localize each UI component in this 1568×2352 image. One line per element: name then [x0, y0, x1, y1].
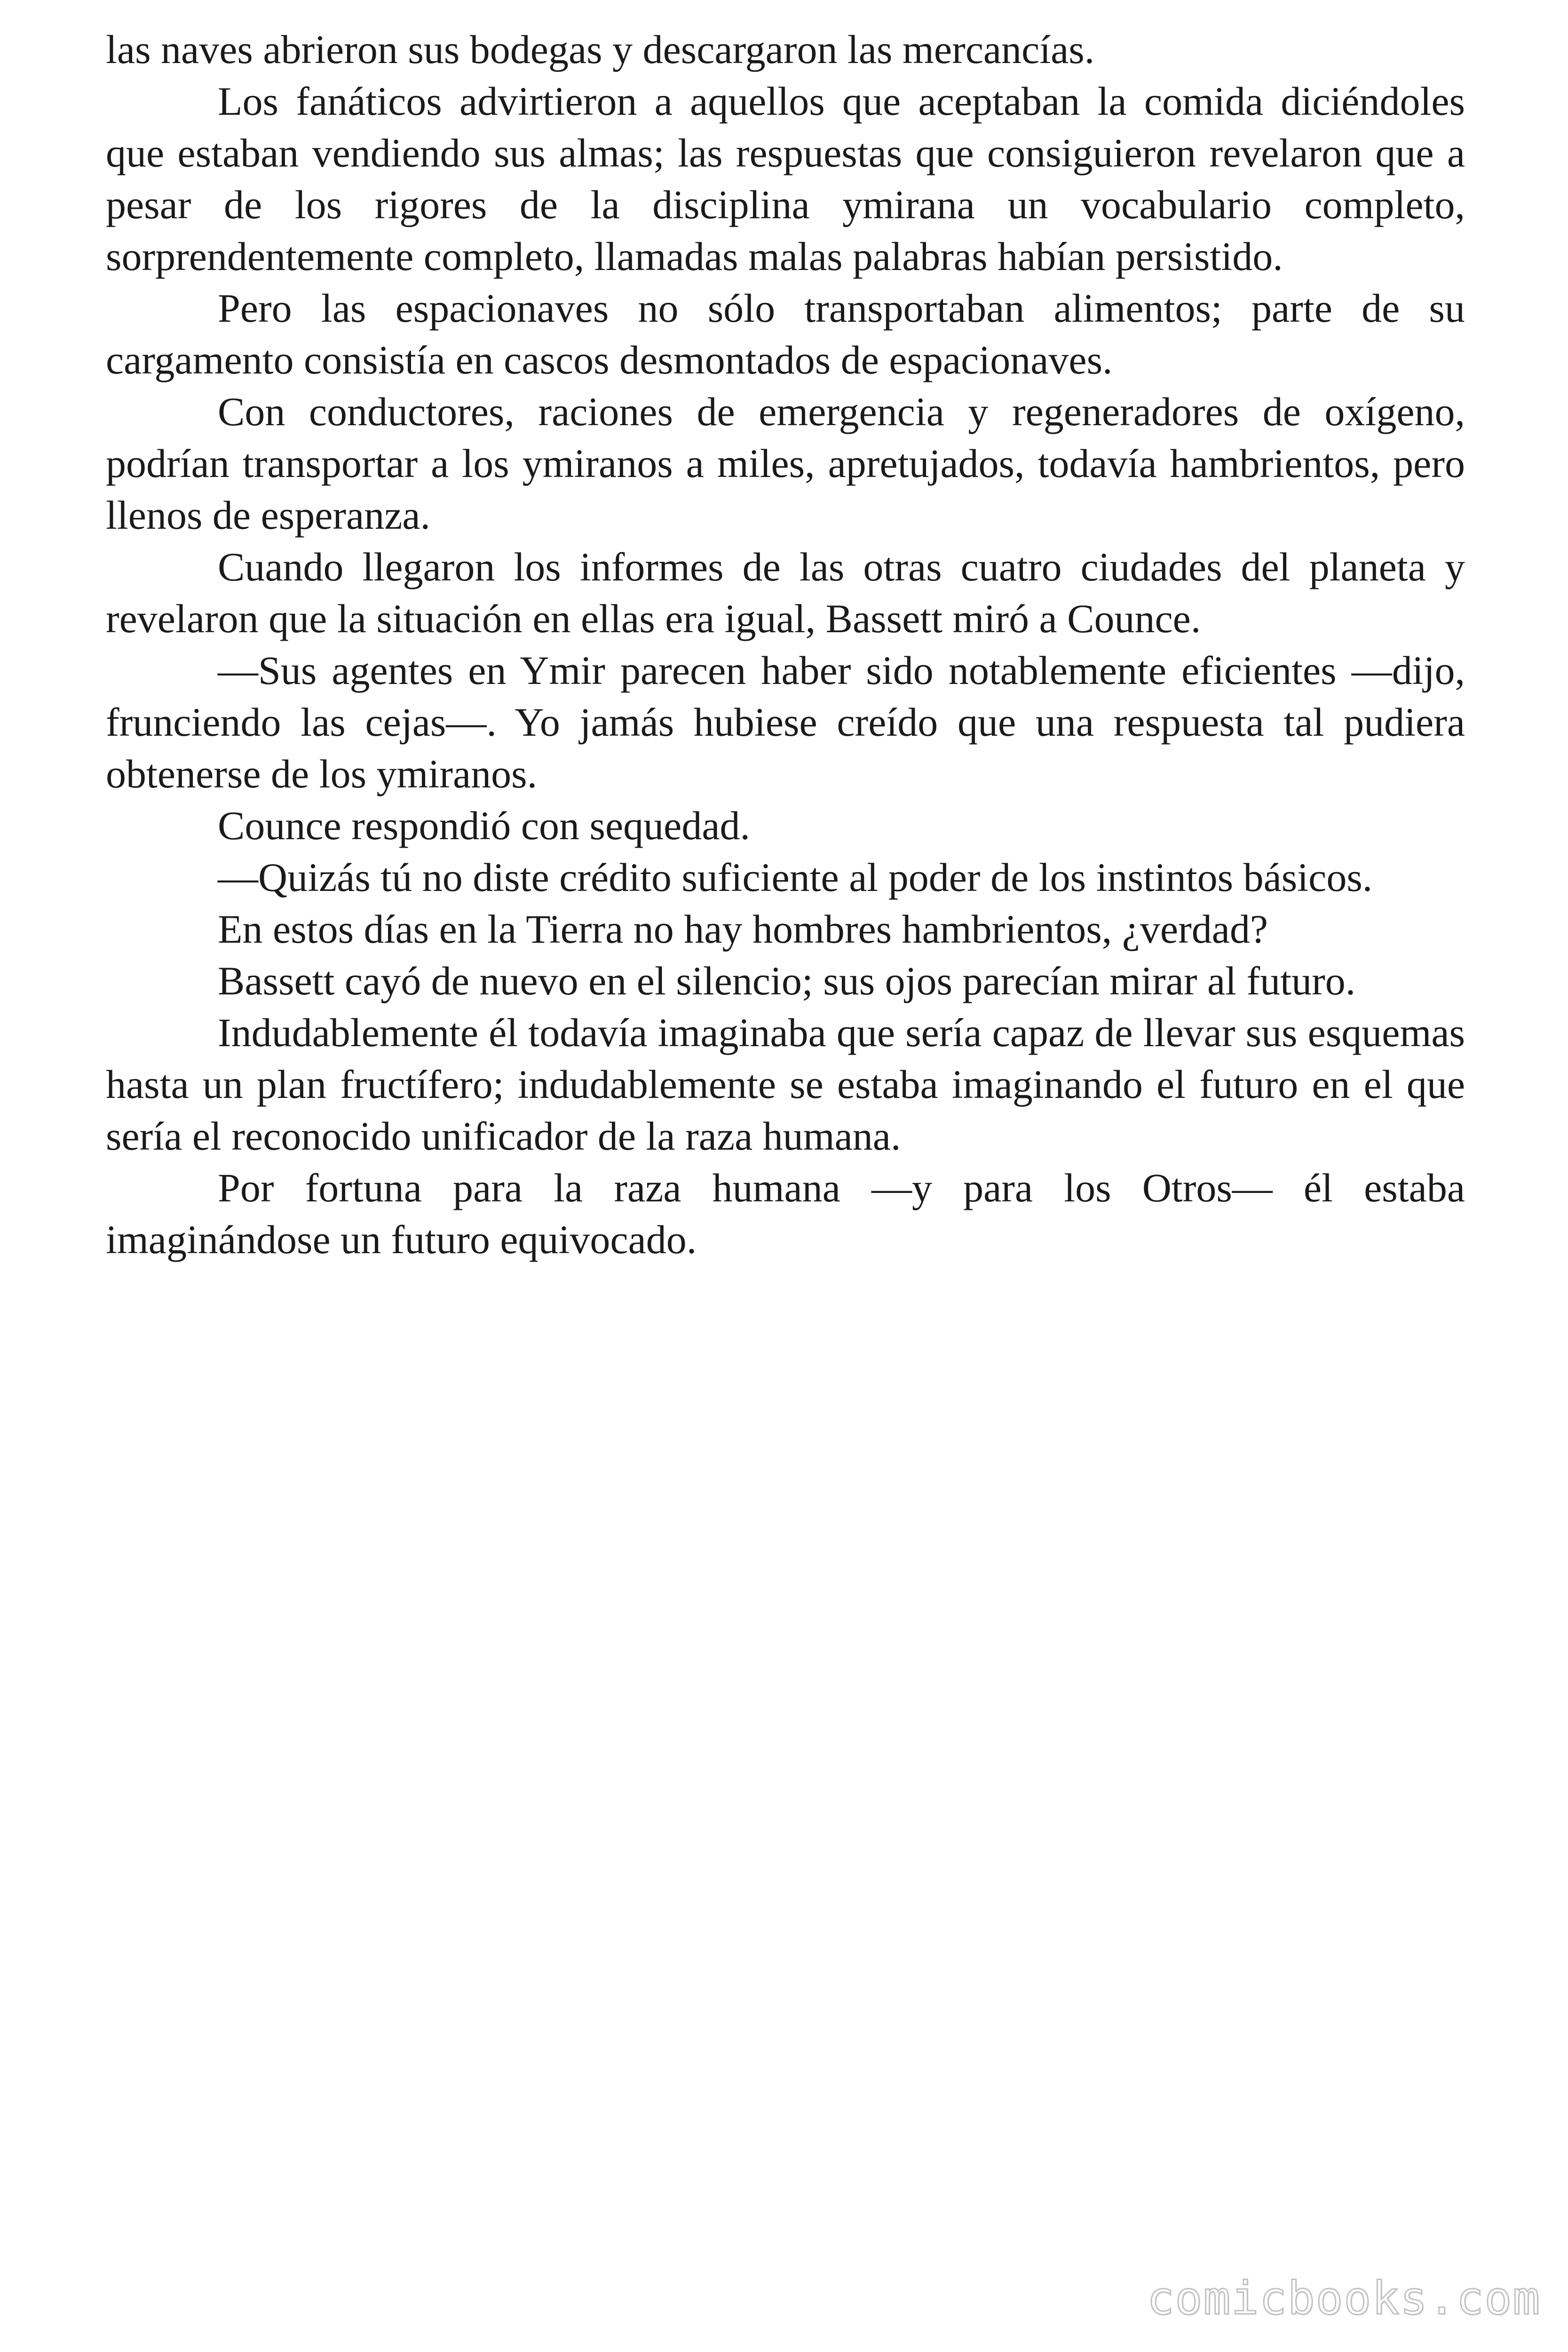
watermark-logo: comicbooks.com: [1147, 2272, 1541, 2325]
paragraph-3: Pero las espacionaves no sólo transportaban alimentos; parte de su cargamento consistía en cascos desmontados de espacionaves.: [106, 286, 1465, 382]
paragraph-5: Cuando llegaron los informes de las otras cuatro ciudades del planeta y revelaron que la situación en ellas era igual, Bassett miró a Counce.: [106, 544, 1465, 641]
paragraph-9: En estos días en la Tierra no hay hombres hambrientos, ¿verdad?: [218, 906, 1268, 952]
paragraph-1: las naves abrieron sus bodegas y descargaron las mercancías.: [106, 27, 1095, 72]
paragraph-7: Counce respondió con sequedad.: [218, 803, 751, 848]
paragraph-8: —Quizás tú no diste crédito suficiente al poder de los instintos básicos.: [218, 855, 1373, 900]
paragraph-6: —Sus agentes en Ymir parecen haber sido notablemente eficientes —dijo, frunciendo las cejas—. Yo jamás hubiese creído que una respuesta tal pudiera obtenerse de los ymiranos.: [106, 648, 1465, 796]
paragraph-12: Por fortuna para la raza humana —y para los Otros— él estaba imaginándose un futuro equivocado.: [106, 1165, 1465, 1262]
document-page: [106, 24, 1465, 1265]
paragraph-2: Los fanáticos advirtieron a aquellos que aceptaban la comida diciéndoles que estaban vendiendo sus almas; las respuestas que consiguieron revelaron que a pesar de los rigores de la disciplina ymirana un vocabulario completo, sorprendentemente completo, llamadas malas palabras habían persistido.: [106, 79, 1465, 279]
paragraph-4: Con conductores, raciones de emergencia y regeneradores de oxígeno, podrían transportar a los ymiranos a miles, apretujados, todavía hambrientos, pero llenos de esperanza.: [106, 389, 1465, 538]
paragraph-11: Indudablemente él todavía imaginaba que sería capaz de llevar sus esquemas hasta un plan fructífero; indudablemente se estaba imaginando el futuro en el que sería el reconocido unificador de la raza humana.: [106, 1010, 1465, 1159]
paragraph-10: Bassett cayó de nuevo en el silencio; sus ojos parecían mirar al futuro.: [218, 958, 1356, 1003]
